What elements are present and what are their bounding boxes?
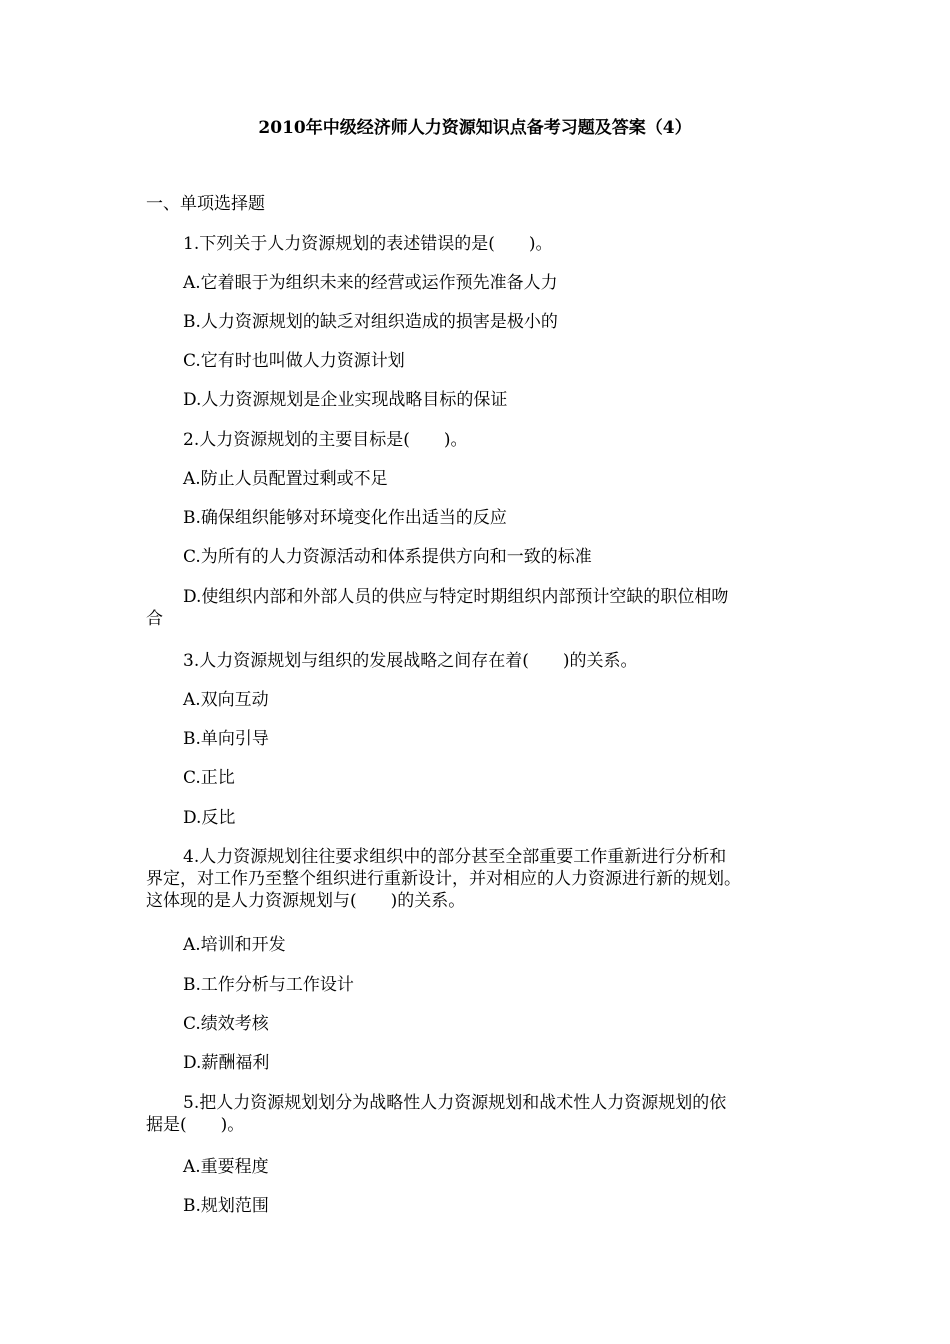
question-stem-line: 界定，对工作乃至整个组织进行重新设计，并对相应的人力资源进行新的规划。 [146, 869, 741, 889]
question-3-option-c: C.正比 [183, 768, 235, 788]
question-stem-line: 据是( )。 [146, 1115, 245, 1135]
document-title: 2010年中级经济师人力资源知识点备考习题及答案（4） [258, 118, 692, 138]
question-3-option-b: B.单向引导 [183, 729, 269, 749]
question-1-stem [146, 233, 806, 255]
question-2-option-d: D.使组织内部和外部人员的供应与特定时期组织内部预计空缺的职位相吻 合 [146, 587, 729, 629]
question-stem-line: 1.下列关于人力资源规划的表述错误的是( )。 [183, 234, 553, 254]
question-5-option-a: A.重要程度 [183, 1157, 269, 1177]
question-1-option-b: B.人力资源规划的缺乏对组织造成的损害是极小的 [183, 312, 558, 332]
question-1-option-d: D.人力资源规划是企业实现战略目标的保证 [183, 390, 508, 410]
question-2-option-a: A.防止人员配置过剩或不足 [183, 469, 388, 489]
question-4-stem [146, 846, 806, 912]
question-2-stem [146, 429, 806, 451]
section-heading: 一、单项选择题 [146, 194, 265, 214]
question-5-option-b: B.规划范围 [183, 1196, 269, 1216]
question-1-option-a: A.它着眼于为组织未来的经营或运作预先准备人力 [183, 273, 558, 293]
question-stem-line: 5.把人力资源规划划分为战略性人力资源规划和战术性人力资源规划的依 [183, 1093, 727, 1113]
question-3-stem [146, 650, 806, 672]
question-4-option-b: B.工作分析与工作设计 [183, 975, 354, 995]
question-stem-line: 这体现的是人力资源规划与( )的关系。 [146, 891, 466, 911]
question-3-option-a: A.双向互动 [183, 690, 269, 710]
question-4-option-c: C.绩效考核 [183, 1014, 269, 1034]
question-1-option-c: C.它有时也叫做人力资源计划 [183, 351, 405, 371]
question-4-option-d: D.薪酬福利 [183, 1053, 270, 1073]
question-3-option-d: D.反比 [183, 808, 236, 828]
question-5-stem [146, 1092, 806, 1136]
question-stem-line: 2.人力资源规划的主要目标是( )。 [183, 430, 468, 450]
question-2-option-c: C.为所有的人力资源活动和体系提供方向和一致的标准 [183, 547, 592, 567]
question-stem-line: 3.人力资源规划与组织的发展战略之间存在着( )的关系。 [183, 651, 638, 671]
question-4-option-a: A.培训和开发 [183, 935, 286, 955]
question-stem-line: 4.人力资源规划往往要求组织中的部分甚至全部重要工作重新进行分析和 [183, 847, 727, 867]
question-2-option-b: B.确保组织能够对环境变化作出适当的反应 [183, 508, 507, 528]
